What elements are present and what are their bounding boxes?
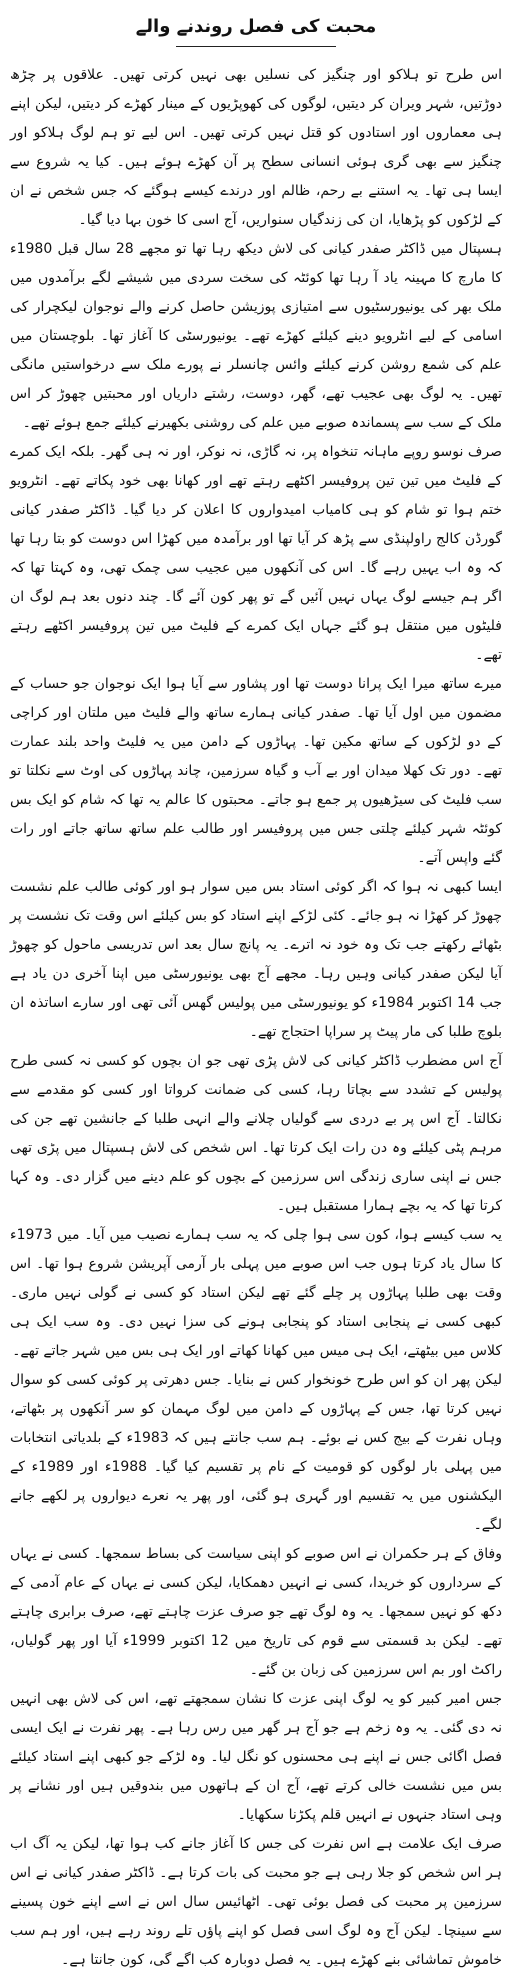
article-paragraph: ایسا کبھی نہ ہوا کہ اگر کوئی استاد بس میں سوار ہو اور کوئی طالب علم نشست چھوڑ کر کھڑا نہ ہو جائے۔ کئی لڑکے اپنے استاد کو بس کیلئے اس وقت تک نشست پر بٹھائے رکھتے جب تک وہ خود نہ اترے۔ یہ پانچ سال بعد اس تدریسی ماحول کو چھوڑ آیا لیکن صفدر کیانی وہیں رہا۔ مجھے آج بھی یونیورسٹی میں اپنا آخری دن یاد ہے جب 14 اکتوبر 1984ء کو یونیورسٹی میں پولیس گھس آئی تھی اور سارے اساتذہ ان بلوچ طلبا کی مار پیٹ پر سراپا احتجاج تھے۔ [10,879,502,1040]
article-paragraph: میرے ساتھ میرا ایک پرانا دوست تھا اور پشاور سے آیا ہوا ایک نوجوان جو حساب کے مضمون میں اول آیا تھا۔ صفدر کیانی ہمارے ساتھ والے فلیٹ میں ملتان اور کراچی کے دو لڑکوں کے ساتھ مکین تھا۔ پہاڑوں کے دامن میں یہ فلیٹ واحد بلند عمارت تھے۔ دور تک کھلا میدان اور بے آب و گیاہ سرزمین، چاند پہاڑوں کی اوٹ سے نکلتا تو سب فلیٹ کی سیڑھیوں پر جمع ہو جاتے۔ محبتوں کا عالم یہ تھا کہ شام کو ایک بس کوئٹہ شہر کیلئے چلتی جس میں پروفیسر اور طالب علم ساتھ ساتھ جاتے اور رات گئے واپس آتے۔ [10,676,502,866]
article-title-text: محبت کی فصل روندنے والے [135,16,377,37]
article-paragraph: آج اس مضطرب ڈاکٹر کیانی کی لاش پڑی تھی جو ان بچوں کو کسی نہ کسی طرح پولیس کے تشدد سے بچاتا رہا، کسی کی ضمانت کرواتا اور کسی کو مقدمے سے نکالتا۔ آج اس پر بے دردی سے گولیاں چلانے والے انہی طلبا کے جانشین تھے جن کی مرہم پٹی کیلئے وہ دن رات ایک کرتا تھا۔ اس شخص کی لاش ہسپتال میں پڑی تھی جس نے اپنی ساری زندگی اس سرزمین کے بچوں کو علم دینے میں گزار دی۔ وہ کہا کرتا تھا کہ یہ بچے ہمارا مستقبل ہیں۔ [10,1053,502,1214]
article-body [10,61,502,1975]
article-title [10,14,502,47]
article-paragraph: صرف ایک علامت ہے اس نفرت کی جس کا آغاز جانے کب ہوا تھا، لیکن یہ آگ اب ہر اس شخص کو جلا رہی ہے جو محبت کی بات کرتا ہے۔ ڈاکٹر صفدر کیانی نے اس سرزمین پر محبت کی فصل بوئی تھی۔ اٹھائیس سال اس نے اسے اپنے خون پسینے سے سینچا۔ لیکن آج وہ لوگ اسی فصل کو اپنے پاؤں تلے روند رہے ہیں، اور ہم سب خاموش تماشائی بنے کھڑے ہیں۔ یہ فصل دوبارہ کب اگے گی، کون جانتا ہے۔ [10,1836,502,1968]
article-paragraph: اس طرح تو ہلاکو اور چنگیز کی نسلیں بھی نہیں کرتی تھیں۔ علاقوں پر چڑھ دوڑتیں، شہر ویران کر دیتیں، لوگوں کی کھوپڑیوں کے مینار کھڑے کر دیتیں، لیکن اپنے ہی معماروں اور استادوں کو قتل نہیں کرتی تھیں۔ اس لیے تو ہم لوگ ہلاکو اور چنگیز سے بھی گری ہوئی انسانی سطح پر آن کھڑے ہوئے ہیں۔ کیا یہ شروع سے ایسا ہی تھا۔ یہ استنے بے رحم، ظالم اور درندے کیسے ہوگئے کہ جس شخص نے ان کے لڑکوں کو پڑھایا، ان کی زندگیاں سنواریں، آج اسی کا خون بہا دیا گیا۔ [10,67,502,228]
article-paragraph: جس امیر کبیر کو یہ لوگ اپنی عزت کا نشان سمجھتے تھے، اس کی لاش بھی انہیں نہ دی گئی۔ یہ وہ زخم ہے جو آج ہر گھر میں رس رہا ہے۔ پھر نفرت نے ایک ایسی فصل اگائی جس نے اپنے ہی محسنوں کو نگل لیا۔ وہ لڑکے جو کبھی اپنے استاد کیلئے بس میں نشست خالی کرتے تھے، آج ان کے ہاتھوں میں بندوقیں ہیں اور نشانے پر وہی استاد جنہوں نے انہیں قلم پکڑنا سکھایا۔ [10,1691,502,1823]
title-underline [176,46,336,47]
article-paragraph: وفاق کے ہر حکمران نے اس صوبے کو اپنی سیاست کی بساط سمجھا۔ کسی نے یہاں کے سرداروں کو خریدا، کسی نے انہیں دھمکایا، لیکن کسی نے یہاں کے عام آدمی کے دکھ کو نہیں سمجھا۔ یہ وہ لوگ تھے جو صرف عزت چاہتے تھے، صرف برابری چاہتے تھے۔ لیکن بد قسمتی سے قوم کی تاریخ میں 12 اکتوبر 1999ء آیا اور پھر گولیاں، راکٹ اور بم اس سرزمین کی زبان بن گئے۔ [10,1546,502,1678]
article-paragraph: صرف نوسو روپے ماہانہ تنخواہ پر، نہ گاڑی، نہ نوکر، اور نہ ہی گھر۔ بلکہ ایک کمرے کے فلیٹ میں تین تین پروفیسر اکٹھے رہتے تھے اور کھانا بھی خود پکاتے تھے۔ انٹرویو ختم ہوا تو شام کو ہی کامیاب امیدواروں کا اعلان کر دیا گیا۔ ڈاکٹر صفدر کیانی گورڈن کالج راولپنڈی سے پڑھ کر آیا تھا اور برآمدہ میں کھڑا اس دوست کو بتا رہا تھا کہ وہ اب یہیں رہے گا۔ اس کی آنکھوں میں عجیب سی چمک تھی، وہ کہتا تھا کہ اگر ہم جیسے لوگ یہاں نہیں آئیں گے تو پھر کون آئے گا۔ چند دنوں بعد ہم لوگ ان فلیٹوں میں منتقل ہو گئے جہاں ایک کمرے کے فلیٹ میں تین پروفیسر اکٹھے رہتے تھے۔ [10,444,502,663]
article-paragraph: لیکن پھر ان کو اس طرح خونخوار کس نے بنایا۔ جس دھرتی پر کوئی کسی کو سوال نہیں کرتا تھا، جس کے پہاڑوں کے دامن میں لوگ مہمان کو سر آنکھوں پر بٹھاتے، وہاں نفرت کے بیج کس نے بوئے۔ ہم سب جانتے ہیں کہ 1983ء کے بلدیاتی انتخابات میں پہلی بار لوگوں کو قومیت کے نام پر تقسیم کیا گیا۔ 1988ء اور 1989ء کے الیکشنوں میں یہ تقسیم اور گہری ہو گئی، اور پھر یہ نعرے دیواروں پر لکھے جانے لگے۔ [10,1372,502,1533]
article-paragraph: یہ سب کیسے ہوا، کون سی ہوا چلی کہ یہ سب ہمارے نصیب میں آیا۔ میں 1973ء کا سال یاد کرتا ہوں جب اس صوبے میں پہلی بار آرمی آپریشن شروع ہوا تھا۔ اس وقت بھی طلبا پہاڑوں پر چلے گئے تھے لیکن استاد کو کسی نے گولی نہیں ماری۔ کبھی کسی نے پنجابی استاد کو پنجابی ہونے کی سزا نہیں دی۔ وہ سب ایک ہی کلاس میں بیٹھتے، ایک ہی میس میں کھانا کھاتے اور ایک ہی بس میں شہر جاتے تھے۔ [10,1227,502,1359]
article-paragraph: ہسپتال میں ڈاکٹر صفدر کیانی کی لاش دیکھ رہا تھا تو مجھے 28 سال قبل 1980ء کا مارچ کا مہینہ یاد آ رہا تھا کوئٹہ کی سخت سردی میں شیشے لگے برآمدوں میں ملک بھر کی یونیورسٹیوں سے امتیازی پوزیشن حاصل کرنے والے نوجوان لیکچرار کی اسامی کے لیے انٹرویو دینے کیلئے کھڑے تھے۔ یونیورسٹی کا آغاز تھا۔ بلوچستان میں علم کی شمع روشن کرنے کیلئے وائس چانسلر نے پورے ملک سے درخواستیں مانگی تھیں۔ یہ لوگ بھی عجیب تھے، گھر، دوست، رشتے داریاں اور محبتیں چھوڑ کر اس ملک کے سب سے پسماندہ صوبے میں علم کی روشنی بکھیرنے کیلئے جمع ہوئے تھے۔ [10,241,503,431]
